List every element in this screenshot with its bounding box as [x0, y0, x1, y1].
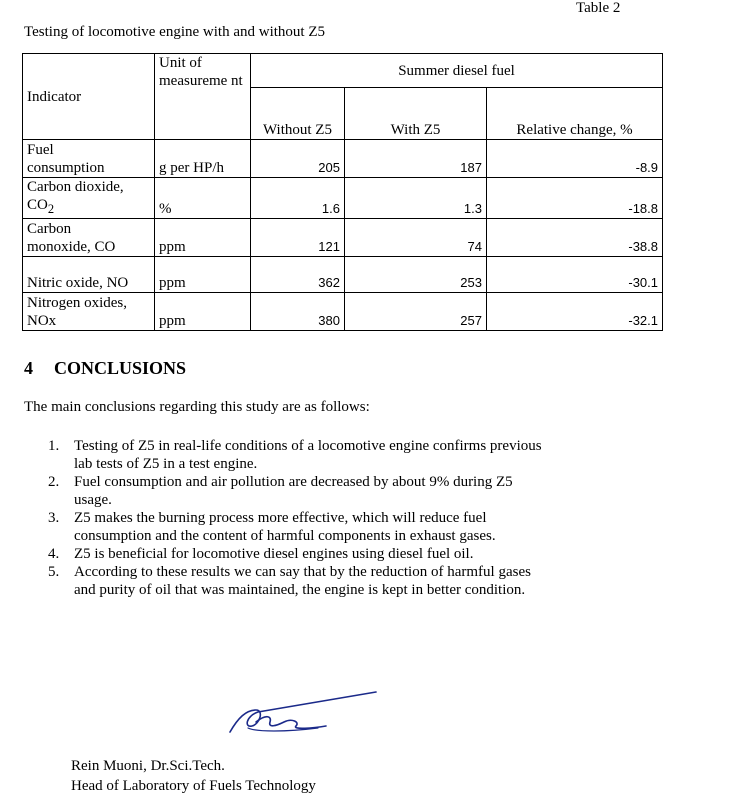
section-title: CONCLUSIONS — [54, 358, 187, 378]
list-item: 1. Testing of Z5 in real-life conditions of a locomotive engine confirms previous lab tests of Z5 in a test engine. — [48, 438, 542, 472]
row-unit: ppm — [155, 219, 251, 257]
header-change: Relative change, % — [487, 88, 663, 140]
row-unit: % — [155, 178, 251, 219]
row-without: 1.6 — [251, 178, 345, 219]
row-with: 253 — [345, 257, 487, 293]
row-unit: ppm — [155, 257, 251, 293]
table-caption: Testing of locomotive engine with and without Z5 — [24, 24, 325, 40]
row-with: 187 — [345, 140, 487, 178]
header-group: Summer diesel fuel — [251, 54, 663, 88]
table-number: Table 2 — [576, 0, 621, 16]
row-indicator: Nitric oxide, NO — [23, 257, 155, 293]
row-without: 205 — [251, 140, 345, 178]
table-row — [23, 293, 663, 331]
table-row — [23, 140, 663, 178]
section-number: 4 — [24, 358, 33, 378]
row-change: -8.9 — [487, 140, 663, 178]
intro-paragraph: The main conclusions regarding this study are as follows: — [24, 399, 370, 415]
row-indicator: Fuel consumption — [23, 140, 155, 178]
list-item: 4. Z5 is beneficial for locomotive diesel engines using diesel fuel oil. — [48, 546, 474, 562]
list-item: 5. According to these results we can say that by the reduction of harmful gases and purity of oil that was maintained, the engine is kept in better condition. — [48, 564, 531, 598]
row-change: -38.8 — [487, 219, 663, 257]
row-unit: ppm — [155, 293, 251, 331]
table-row — [23, 257, 663, 293]
signer-title: Head of Laboratory of Fuels Technology — [71, 778, 316, 794]
signer-name: Rein Muoni, Dr.Sci.Tech. — [71, 758, 225, 774]
row-with: 74 — [345, 219, 487, 257]
header-without: Without Z5 — [251, 88, 345, 140]
row-change: -30.1 — [487, 257, 663, 293]
row-with: 1.3 — [345, 178, 487, 219]
row-with: 257 — [345, 293, 487, 331]
row-indicator: Nitrogen oxides, NOx — [23, 293, 155, 331]
row-without: 380 — [251, 293, 345, 331]
header-unit: Unit of measureme nt — [155, 54, 251, 140]
row-change: -32.1 — [487, 293, 663, 331]
header-indicator: Indicator — [23, 54, 155, 140]
row-change: -18.8 — [487, 178, 663, 219]
conclusions-list — [48, 437, 628, 599]
section-heading — [24, 358, 186, 379]
row-without: 362 — [251, 257, 345, 293]
row-without: 121 — [251, 219, 345, 257]
table-header-row — [23, 54, 663, 88]
table-row — [23, 178, 663, 219]
list-item: 3. Z5 makes the burning process more effective, which will reduce fuel consumption and the content of harmful components in exhaust gases. — [48, 510, 496, 544]
row-indicator: Carbon dioxide, $CO_2$ — [23, 178, 155, 219]
list-item: 2. Fuel consumption and air pollution are decreased by about 9% during Z5 usage. — [48, 474, 513, 508]
results-table — [22, 53, 663, 331]
handwritten-signature — [226, 688, 386, 740]
row-unit: g per HP/h — [155, 140, 251, 178]
row-indicator: Carbon monoxide, CO — [23, 219, 155, 257]
table-row — [23, 219, 663, 257]
header-with: With Z5 — [345, 88, 487, 140]
